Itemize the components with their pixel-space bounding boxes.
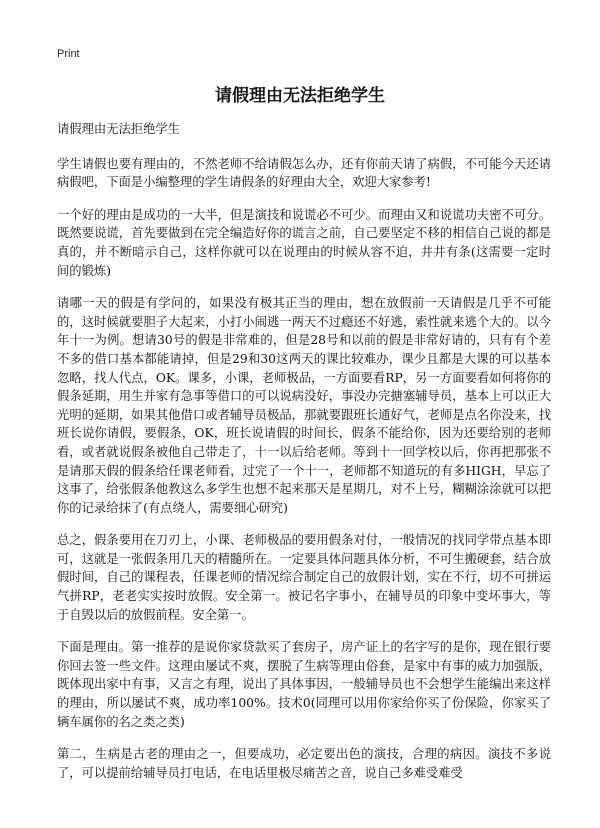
- document-title: 请假理由无法拒绝学生: [215, 86, 385, 106]
- body-paragraph: 第二，生病是古老的理由之一，但要成功，必定要出色的演技，合理的病因。演技不多说了，可以提前给辅导员打电话，在电话里极尽痛苦之音，说自己多难受难受: [57, 747, 551, 780]
- body-paragraph: 学生请假也要有理由的，不然老师不给请假怎么办，还有你前天请了病假，不可能今天还请病假吧，下面是小编整理的学生请假条的好理由大全，欢迎大家参考!: [57, 156, 551, 190]
- body-paragraph: 总之，假条要用在刀刃上，小课、老师极品的要用假条对付，一般情况的找同学带点基本即可，这就是一张假条用几天的精髓所在。一定要具体问题具体分析，不可生搬硬套，结合放假时间，自己的课程表，任课老师的情况综合制定自己的放假计划，实在不行，切不可拼运气拼RP，老老实实按时放假。安全第一。被记名字事小，在辅导员的印象中变坏事大，等于自毁以后的放假前程。安全第一。: [57, 533, 551, 622]
- print-link[interactable]: Print: [57, 48, 80, 60]
- body-paragraph: 一个好的理由是成功的一大半，但是演技和说谎必不可少。而理由又和说谎功夫密不可分。既然要说谎，首先要做到在完全编造好你的谎言之前，自己要坚定不移的相信自己说的都是真的，并不断暗示自己，这样你就可以在说理由的时候从容不迫，井井有条(这需要一定时间的锻炼): [57, 207, 551, 278]
- document-body: [57, 120, 551, 796]
- document-subtitle: 请假理由无法拒绝学生: [57, 122, 180, 136]
- body-paragraph: 请哪一天的假是有学问的，如果没有极其正当的理由，想在放假前一天请假是几乎不可能的，这时候就要胆子大起来，小打小闹逃一两天不过瘾还不好逃，索性就来逃个大的。以今年十一为例。想请30号的假是非常难的，但是28号和以前的假是非常好请的，只有有个差不多的借口基本都能请掉，但是29和30这两天的课比较难办，课少且都是大课的可以基本忽略，找人代点，OK。课多，小课，老师极品，一方面要看RP，另一方面要看如何将你的假条延期，用生并家有急事等借口的可以说病没好，事没办完搪塞辅导员，基本上可以正大光明的延期，如果其他借口或者辅导员极品，那就要跟班长通好气，老师是点名你没来，找班长说你请假，要假条，OK，班长说请假的时间长，假条不能给你，因为还要给别的老师看，或者就说假条被他自己带走了，十一以后给老师。等到十一回学校以后，你再把那张不是请那天假的假条给任课老师看，过完了一个十一，老师都不知道玩的有多HIGH，早忘了这事了，给张假条他教这么多学生也想不起来那天是星期几，对不上号，糊糊涂涂就可以把你的记录给抹了(有点绕人，需要细心研究): [57, 296, 551, 515]
- body-paragraph: 下面是理由。第一推荐的是说你家贷款买了套房子，房产证上的名字写的是你，现在银行要你回去签一些文件。这理由屡试不爽，摆脱了生病等理由俗套，是家中有事的威力加强版，既体现出家中有事，又言之有理，说出了具体事因，一般辅导员也不会想学生能编出来这样的理由，所以屡试不爽，成功率100%。技术0(同理可以用你家给你买了份保险，你家买了辆车属你的名之类之类): [57, 640, 551, 729]
